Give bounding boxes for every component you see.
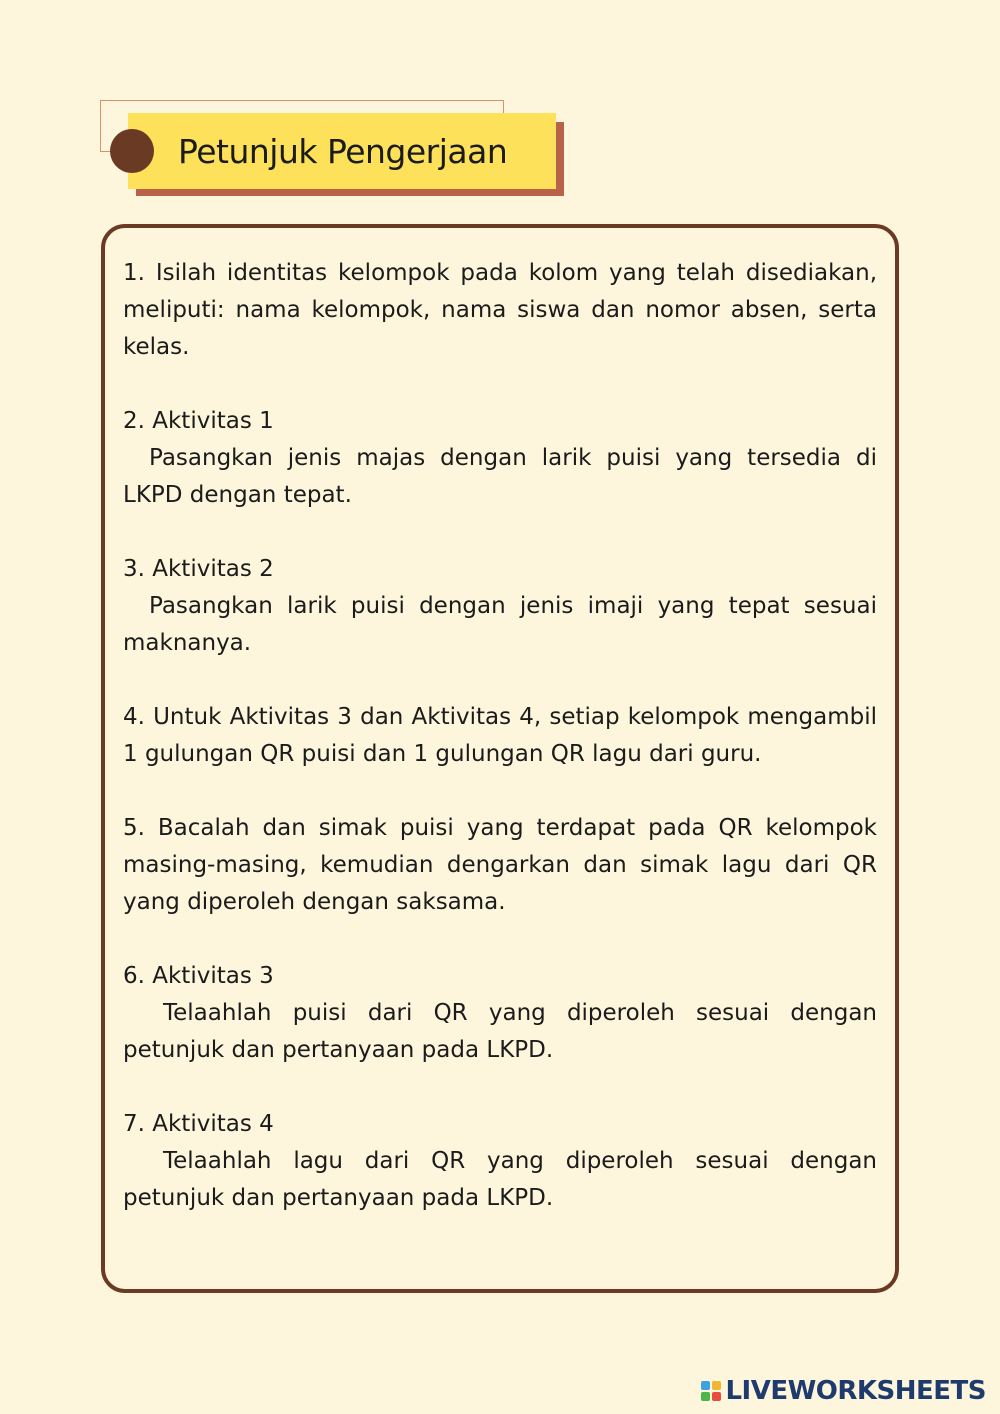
- page-title: Petunjuk Pengerjaan: [178, 131, 508, 171]
- bullet-dot-icon: [110, 129, 154, 173]
- instruction-heading: 7. Aktivitas 4: [123, 1111, 274, 1137]
- instruction-heading: 2. Aktivitas 1: [123, 408, 274, 434]
- logo-text: LIVEWORKSHEETS: [725, 1376, 986, 1406]
- instruction-item-5: [123, 810, 877, 921]
- liveworksheets-logo[interactable]: [701, 1376, 986, 1406]
- instruction-item-2: [123, 403, 877, 514]
- instruction-text: 4. Untuk Aktivitas 3 dan Aktivitas 4, setiap kelompok mengambil 1 gulungan QR puisi dan 1 gulungan QR lagu dari guru.: [123, 704, 877, 767]
- instructions-list: [123, 255, 877, 1254]
- instruction-text: Telaahlah puisi dari QR yang diperoleh sesuai dengan petunjuk dan pertanyaan pada LKPD.: [123, 1000, 877, 1063]
- instruction-heading: 6. Aktivitas 3: [123, 963, 274, 989]
- instruction-text: 5. Bacalah dan simak puisi yang terdapat pada QR kelompok masing-masing, kemudian dengarkan dan simak lagu dari QR yang diperoleh dengan saksama.: [123, 815, 877, 915]
- instruction-item-4: [123, 699, 877, 773]
- instruction-item-6: [123, 958, 877, 1069]
- instruction-text: Pasangkan jenis majas dengan larik puisi yang tersedia di LKPD dengan tepat.: [123, 445, 877, 508]
- instruction-text: 1. Isilah identitas kelompok pada kolom yang telah disediakan, meliputi: nama kelompok, nama siswa dan nomor absen, serta kelas.: [123, 260, 877, 360]
- instruction-heading: 3. Aktivitas 2: [123, 556, 274, 582]
- instruction-item-3: [123, 551, 877, 662]
- title-banner: [128, 113, 556, 189]
- instruction-text: Pasangkan larik puisi dengan jenis imaji yang tepat sesuai maknanya.: [123, 593, 877, 656]
- instruction-text: Telaahlah lagu dari QR yang diperoleh sesuai dengan petunjuk dan pertanyaan pada LKPD.: [123, 1148, 877, 1211]
- liveworksheets-logo-icon: [701, 1381, 721, 1401]
- instruction-item-7: [123, 1106, 877, 1217]
- instruction-item-1: [123, 255, 877, 366]
